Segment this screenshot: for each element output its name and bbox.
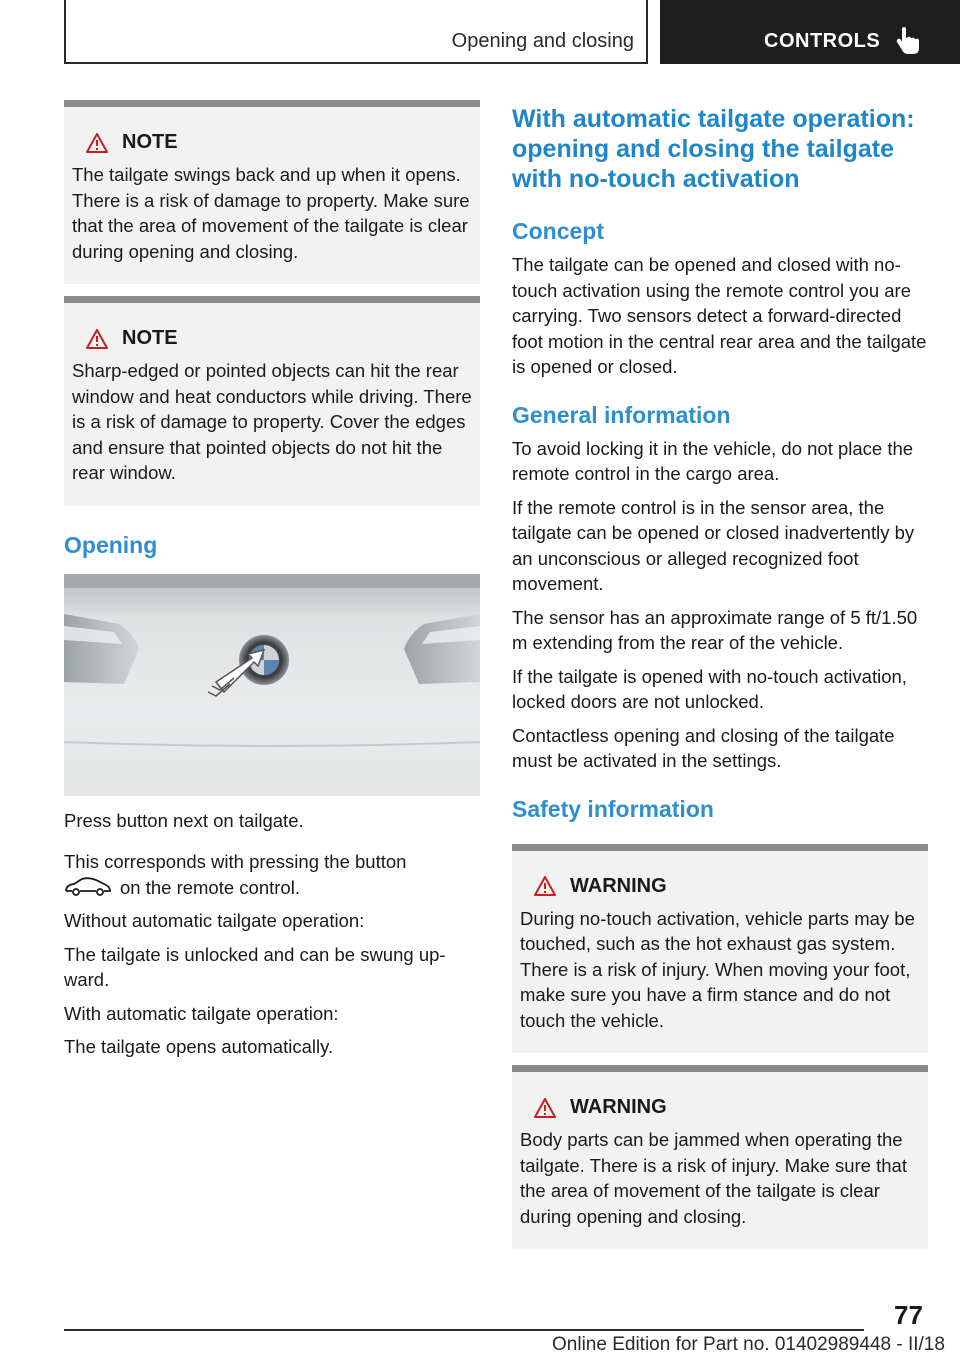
warning-callout-2: [512, 1065, 928, 1249]
warning-title: WARNING: [570, 1096, 667, 1118]
note-callout-2: [64, 296, 480, 506]
general-info-heading: General information: [512, 401, 731, 428]
opening-paragraph-2: [64, 849, 480, 900]
general-paragraph-5: Contactless opening and closing of the tailgate must be activated in the settings.: [512, 724, 895, 771]
warning-triangle-icon: [534, 1098, 556, 1118]
right-column: [512, 104, 928, 1249]
opening-paragraph-1: Press button next on tailgate.: [64, 809, 304, 831]
note-text: Sharp-edged or pointed objects can hit the rear window and heat conductors while driving. There is a risk of damage to property. Cover the edges and ensure that pointed objects do not hit the rear window.: [72, 360, 472, 483]
warning-triangle-icon: [86, 329, 108, 349]
opening-paragraph-6: The tailgate opens automatically.: [64, 1036, 334, 1057]
pointing-hand-icon: [896, 26, 922, 54]
concept-heading: Concept: [512, 218, 604, 244]
general-paragraph-1: To avoid locking it in the vehicle, do not place the remote control in the cargo area.: [512, 437, 914, 484]
general-paragraph-4: If the tailgate is opened with no-touch activation, locked doors are not unlocked.: [512, 665, 907, 712]
footer-rule: [64, 1329, 864, 1331]
note-title: NOTE: [122, 327, 178, 349]
tailgate-illustration: [64, 574, 480, 796]
car-tailgate-icon: [64, 876, 112, 898]
general-paragraph-2: If the remote control is in the sensor area, the tailgate can be opened or closed inadvertently by an unconscious or alleged recognized foot movement.: [512, 496, 915, 594]
left-column: [64, 100, 480, 1068]
header-chapter-title: CONTROLS: [764, 30, 881, 52]
warning-title-row: [520, 1096, 920, 1119]
header-section-box: [64, 0, 648, 64]
page-number: 77: [894, 1300, 923, 1330]
opening-paragraph-2a: This corresponds with pressing the button: [64, 851, 407, 872]
opening-paragraph-4: The tailgate is unlocked and can be swung upward.: [64, 943, 446, 990]
footer-edition: Online Edition for Part no. 01402989448 - II/18: [552, 1334, 945, 1355]
header-section-title: Opening and closing: [451, 30, 634, 52]
warning-title-row: [520, 875, 920, 898]
opening-paragraph-3: Without automatic tailgate operation:: [64, 910, 365, 931]
warning-callout-1: [512, 844, 928, 1054]
warning-triangle-icon: [86, 133, 108, 153]
warning-title: WARNING: [570, 874, 667, 897]
warning-text: Body parts can be jammed when operating the tailgate. There is a risk of injury. Make sure that the area of movement of the tailgate is clear during opening and closing.: [520, 1129, 907, 1227]
note-title-row: [72, 327, 472, 350]
concept-text: The tailgate can be opened and closed with no-touch activation using the remote control you are carrying. Two sensors detect a forward-directed foot motion in the central rear area and the tailgate is opened or closed.: [512, 254, 927, 377]
opening-paragraph-2b: on the remote control.: [120, 876, 300, 898]
warning-triangle-icon: [534, 876, 556, 896]
safety-info-heading: Safety information: [512, 795, 714, 822]
opening-heading: Opening: [64, 531, 158, 558]
general-paragraph-3: The sensor has an approximate range of 5 ft/1.50 m extending from the rear of the vehicle.: [512, 606, 918, 653]
note-title: NOTE: [122, 131, 178, 153]
note-title-row: [72, 131, 472, 154]
tailgate-photo: [64, 574, 480, 796]
warning-text: During no-touch activation, vehicle parts may be touched, such as the hot exhaust gas system. There is a risk of injury. When moving your foot, make sure you have a firm stance and do not touch the vehicle.: [520, 907, 915, 1031]
opening-paragraph-5: With automatic tailgate operation:: [64, 1002, 339, 1024]
no-touch-heading: With automatic tailgate operation: opening and closing the tailgate with no-touch activation: [512, 105, 915, 193]
note-callout-1: [64, 100, 480, 284]
note-text: The tailgate swings back and up when it opens. There is a risk of damage to property. Make sure that the area of movement of the tailgate is clear during opening and closing.: [72, 164, 470, 262]
